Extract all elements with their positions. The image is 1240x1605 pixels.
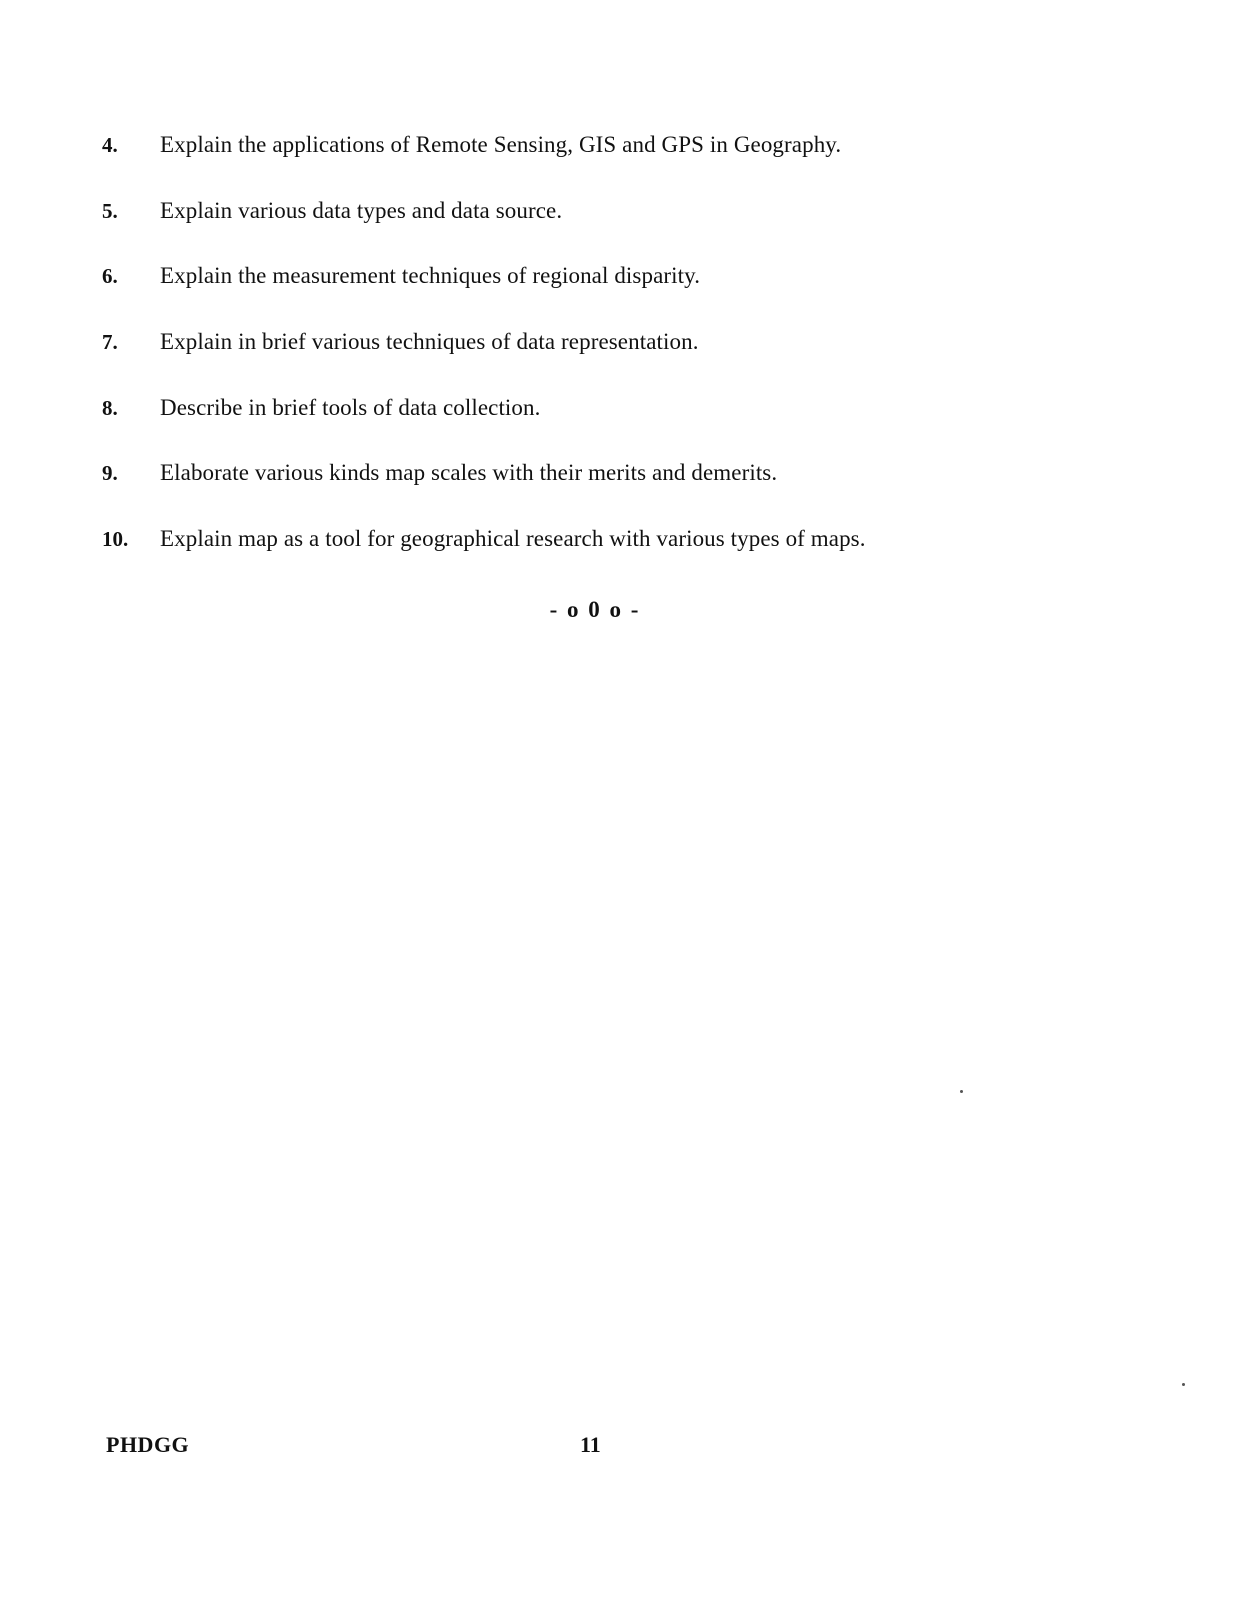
- question-item: [102, 263, 1102, 329]
- question-text: Explain in brief various techniques of data representation.: [160, 329, 699, 355]
- question-text: Explain the measurement techniques of regional disparity.: [160, 263, 701, 289]
- question-text: Explain map as a tool for geographical research with various types of maps.: [160, 526, 866, 552]
- question-number: 4.: [102, 133, 118, 157]
- question-number: 6.: [102, 264, 118, 289]
- question-number: 5.: [102, 198, 118, 223]
- question-number: 10.: [102, 527, 129, 552]
- question-text: Elaborate various kinds map scales with their merits and demerits.: [160, 460, 778, 486]
- scan-speck: [960, 1090, 963, 1093]
- question-number: 8.: [102, 395, 118, 420]
- footer-paper-code: PHDGG: [106, 1432, 190, 1457]
- question-item: [102, 329, 1102, 395]
- question-item: [102, 460, 1102, 526]
- question-item: [102, 395, 1102, 461]
- question-item: [102, 132, 1102, 198]
- question-number: 9.: [102, 461, 118, 486]
- question-item: [102, 526, 1102, 592]
- question-text: Explain various data types and data source.: [160, 197, 563, 223]
- question-list: [102, 132, 1102, 592]
- question-text: Explain the applications of Remote Sensing, GIS and GPS in Geography.: [160, 132, 842, 157]
- question-number: 7.: [102, 330, 118, 355]
- end-of-paper-mark: - o 0 o -: [549, 597, 641, 622]
- question-text: Describe in brief tools of data collection.: [160, 394, 541, 420]
- scan-speck: [1182, 1383, 1185, 1386]
- footer-page-number: 11: [580, 1432, 601, 1457]
- question-item: [102, 198, 1102, 264]
